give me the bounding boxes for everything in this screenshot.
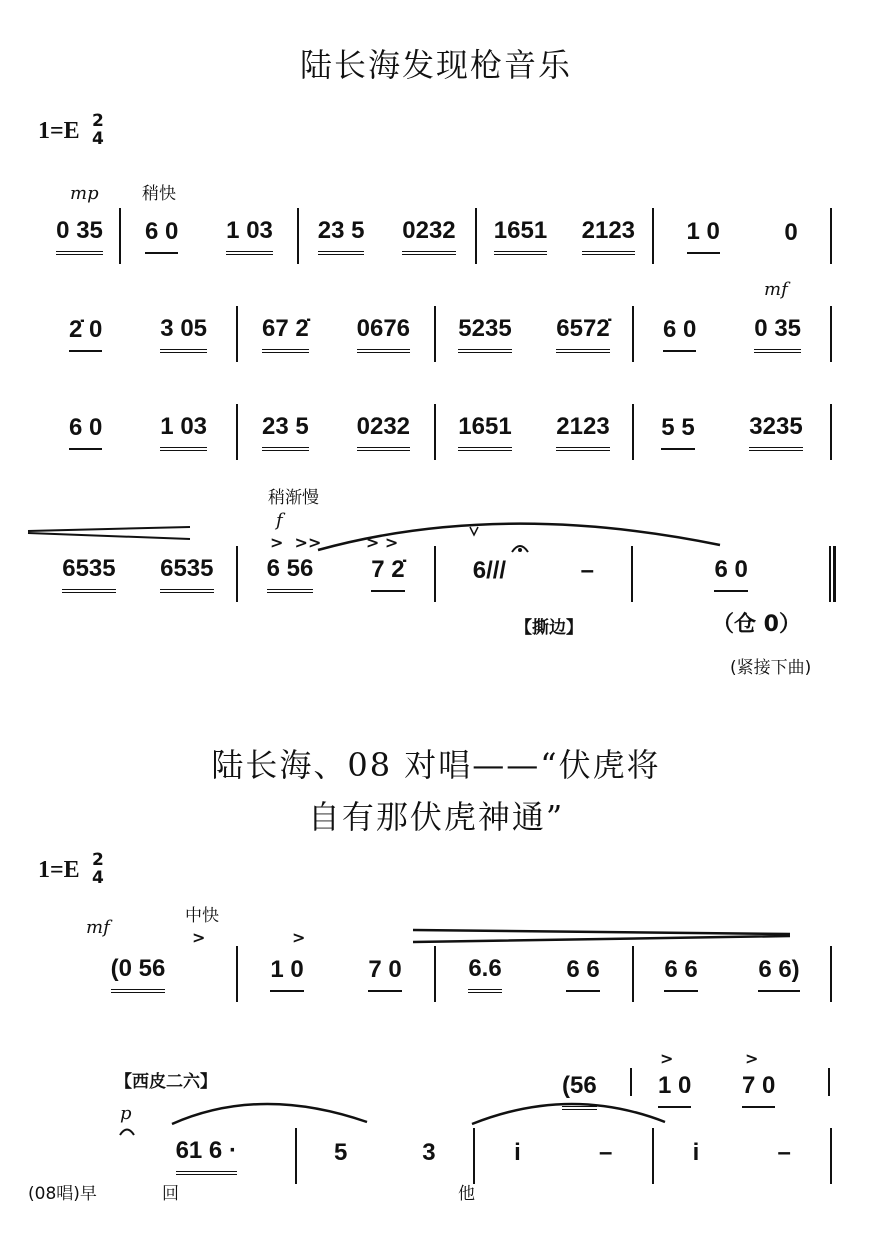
measure bbox=[238, 404, 434, 460]
note-group: (0 56 bbox=[111, 955, 166, 993]
dynamic-mf: mf bbox=[764, 279, 788, 300]
slur bbox=[172, 1104, 367, 1124]
measure bbox=[238, 306, 434, 362]
staff-row bbox=[40, 404, 832, 460]
piece2-title-line1: 陆长海、08 对唱——“伏虎将 bbox=[211, 746, 661, 784]
note-group: i bbox=[692, 1139, 700, 1166]
time-signature bbox=[92, 112, 104, 148]
barline bbox=[830, 404, 832, 460]
time-bottom: 4 bbox=[92, 868, 104, 888]
note-group: 1651 bbox=[494, 217, 547, 255]
breath-mark bbox=[470, 527, 478, 535]
note-group: 6/// bbox=[472, 557, 507, 584]
piece2-title-line2: 自有那伏虎神通” bbox=[307, 798, 565, 836]
measure bbox=[634, 946, 830, 1002]
staff-row bbox=[40, 546, 836, 602]
percussion-notes: （仓 0） bbox=[712, 612, 801, 637]
note-group: 0 bbox=[784, 219, 798, 246]
aria-label: 【西皮二六】 bbox=[115, 1072, 217, 1092]
instrument-measure: 7 0 bbox=[742, 1072, 775, 1108]
measure bbox=[634, 404, 830, 460]
accent-mark: > bbox=[745, 1049, 759, 1068]
time-top: 2 bbox=[92, 850, 104, 870]
barline bbox=[828, 1068, 830, 1096]
note-group: 1 03 bbox=[160, 413, 207, 451]
key-signature: 1=E bbox=[38, 118, 80, 144]
note-group: 2123 bbox=[582, 217, 635, 255]
measure bbox=[297, 1128, 474, 1184]
decrescendo-hairpin bbox=[413, 930, 790, 942]
lyric: (08唱)早 bbox=[28, 1184, 97, 1204]
barline bbox=[630, 1068, 632, 1096]
note-group: – bbox=[777, 1139, 791, 1166]
note-group: 1 0 bbox=[687, 218, 720, 254]
accent-marks: > >> > > bbox=[270, 533, 399, 552]
note-group: 0232 bbox=[402, 217, 455, 255]
instrument-pickup: (56 bbox=[562, 1072, 597, 1110]
note-group: 6 0 bbox=[663, 316, 696, 352]
tempo-marking: 稍快 bbox=[142, 184, 176, 204]
note-group: 6 0 bbox=[714, 556, 747, 592]
staff-row bbox=[40, 946, 832, 1002]
note-group: 0232 bbox=[357, 413, 410, 451]
measure bbox=[40, 946, 236, 1002]
barline bbox=[830, 946, 832, 1002]
note-group: 2̇ 0 bbox=[69, 316, 102, 352]
measure bbox=[238, 946, 434, 1002]
footnote: (紧接下曲) bbox=[730, 658, 812, 678]
measure bbox=[436, 404, 632, 460]
time-signature bbox=[92, 851, 104, 887]
note-group: 6535 bbox=[160, 555, 213, 593]
note-group: 6 6 bbox=[566, 956, 599, 992]
note-group: 1 03 bbox=[226, 217, 273, 255]
staff-row bbox=[118, 1128, 832, 1184]
note-group: 0676 bbox=[357, 315, 410, 353]
note-group: 3 05 bbox=[160, 315, 207, 353]
note-group: 6572̇ bbox=[556, 315, 609, 353]
note-group: 5 5 bbox=[661, 414, 694, 450]
lyric: 回 bbox=[162, 1184, 179, 1204]
measure bbox=[436, 946, 632, 1002]
note-group: 3235 bbox=[749, 413, 802, 451]
measure bbox=[634, 306, 830, 362]
measure bbox=[40, 404, 236, 460]
note-group: i bbox=[514, 1139, 521, 1166]
note-group: 1651 bbox=[458, 413, 511, 451]
note-group: 23 5 bbox=[318, 217, 365, 255]
note-group: – bbox=[580, 557, 594, 584]
note-group: 1 0 bbox=[270, 956, 303, 992]
note-group: 6 6) bbox=[758, 956, 799, 992]
dynamic-p: p bbox=[120, 1103, 132, 1124]
note-group: 0 35 bbox=[56, 217, 103, 255]
note-group: 7 2̇ bbox=[371, 556, 404, 592]
lyric: 他 bbox=[458, 1184, 475, 1204]
final-barline bbox=[829, 546, 836, 602]
measure bbox=[299, 208, 475, 264]
key-signature: 1=E bbox=[38, 857, 80, 883]
note-group: 5 bbox=[333, 1139, 348, 1166]
note-group: 3 bbox=[422, 1139, 436, 1166]
measure bbox=[40, 208, 119, 264]
barline bbox=[830, 306, 832, 362]
measure bbox=[477, 208, 653, 264]
accent-mark: > bbox=[660, 1049, 674, 1068]
dynamic-f: f bbox=[276, 510, 283, 531]
note-group: 23 5 bbox=[262, 413, 309, 451]
measure bbox=[40, 546, 236, 602]
dynamic-mp: mp bbox=[70, 183, 99, 204]
note-group: 67 2̇ bbox=[262, 315, 309, 353]
note-group: 61 6 · bbox=[176, 1137, 237, 1175]
measure bbox=[118, 1128, 295, 1184]
tempo-marking: 中快 bbox=[185, 906, 219, 926]
measure bbox=[436, 546, 632, 602]
note-group: 6.6 bbox=[468, 955, 501, 993]
note-group: 6 0 bbox=[69, 414, 102, 450]
measure bbox=[654, 208, 830, 264]
measure bbox=[654, 1128, 831, 1184]
staff-row bbox=[40, 208, 832, 264]
percussion-label: 【撕边】 bbox=[515, 618, 583, 638]
staff-row bbox=[40, 306, 832, 362]
measure bbox=[121, 208, 297, 264]
measure bbox=[40, 306, 236, 362]
note-group: 0 35 bbox=[754, 315, 801, 353]
time-top: 2 bbox=[92, 111, 104, 131]
tempo-marking: 稍渐慢 bbox=[268, 488, 319, 508]
piece1-title: 陆长海发现枪音乐 bbox=[299, 46, 572, 84]
time-bottom: 4 bbox=[92, 129, 104, 149]
note-group: 6 6 bbox=[664, 956, 697, 992]
dynamic-mf: mf bbox=[86, 917, 110, 938]
note-group: 7 0 bbox=[368, 956, 401, 992]
measure bbox=[633, 546, 829, 602]
note-group: 5235 bbox=[458, 315, 511, 353]
note-group: 2123 bbox=[556, 413, 609, 451]
accent-mark: > bbox=[292, 928, 306, 947]
decrescendo-hairpin bbox=[28, 527, 190, 539]
measure bbox=[238, 546, 434, 602]
measure bbox=[475, 1128, 652, 1184]
note-group: 6535 bbox=[62, 555, 115, 593]
barline bbox=[830, 1128, 832, 1184]
instrument-measure: 1 0 bbox=[658, 1072, 691, 1108]
barline bbox=[830, 208, 832, 264]
measure bbox=[436, 306, 632, 362]
note-group: – bbox=[599, 1139, 613, 1166]
note-group: 6 0 bbox=[145, 218, 178, 254]
accent-mark: > bbox=[192, 928, 206, 947]
note-group: 6 56 bbox=[267, 555, 314, 593]
